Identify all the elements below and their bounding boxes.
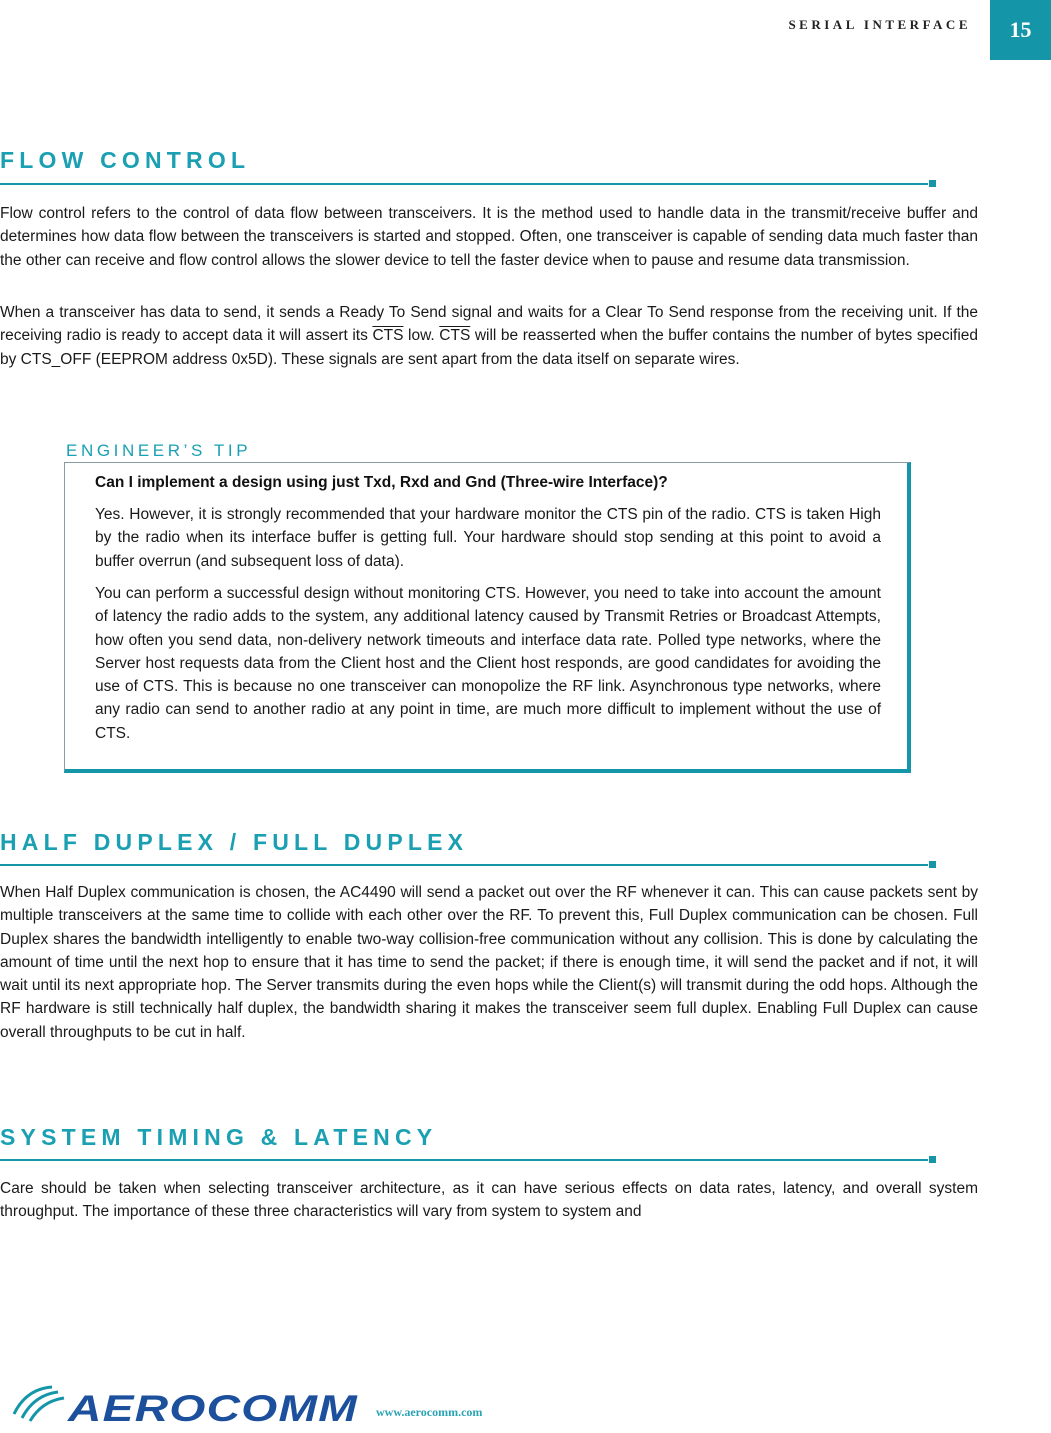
section-rule [0, 1159, 928, 1161]
section-rule [0, 183, 928, 185]
cts-overline-text: $\overline{CTS}$ [439, 327, 471, 345]
system-timing-paragraph: Care should be taken when selecting transceiver architecture, as it can have serious effects on data rates, latency, and overall system throughput. The importance of these three characteristics will vary from system to system and [0, 1180, 978, 1221]
engineers-tip-heading: ENGINEER’S TIP [66, 441, 252, 460]
aerocomm-logo-mark [8, 1383, 363, 1425]
flow-control-paragraph-2: When a transceiver has data to send, it sends a Ready To Send signal and waits for a Clear To Send response from the receiving unit. If the receiving radio is ready to accept data it will assert its $\overline{CTS}$ low. $\overline{CTS}$ will be reasserted when the buffer contains the number of bytes specified by CTS_OFF (EEPROM address 0x5D). These signals are sent apart from the data itself on separate wires. [0, 304, 978, 368]
system-timing-title: SYSTEM TIMING & LATENCY [0, 1124, 438, 1150]
duplex-paragraph: When Half Duplex communication is chosen, the AC4490 will send a packet out over the RF whenever it can. This can cause packets sent by multiple transceivers at the same time to collide with each other over the RF. To prevent this, Full Duplex communication can be chosen. Full Duplex shares the bandwidth intelligently to enable two-way collision-free communication without any collision. This is done by calculating the amount of time until the next hop to ensure that it has time to send the packet; if there is enough time, it will send the packet and if not, it will wait until its next appropriate hop. The Server transmits during the even hops while the Client(s) will transmit during the odd hops. Although the RF hardware is still technically half duplex, the bandwidth sharing it makes the transceiver seem full duplex. Enabling Full Duplex can cause overall throughputs to be cut in half. [0, 884, 978, 1041]
flow-control-paragraph-1: Flow control refers to the control of data flow between transceivers. It is the method used to handle data in the transmit/receive buffer and determines how data flow between the transceivers is started and stopped. Often, one transceiver is capable of sending data much faster than the other can receive and flow control allows the slower device to tell the faster device when to pause and resume data transmission. [0, 205, 978, 269]
header-section-label: SERIAL INTERFACE [788, 17, 971, 32]
flow-control-title: FLOW CONTROL [0, 147, 251, 173]
page-number-tab: 15 [990, 0, 1051, 60]
section-rule [0, 864, 928, 866]
engineers-tip-answer-1: Yes. However, it is strongly recommended that your hardware monitor the CTS pin of the radio. CTS is taken High by the radio when its interface buffer is getting full. Your hardware should stop sending at this point to avoid a buffer overrun (and subsequent loss of data). [95, 506, 881, 570]
footer-url: www.aerocomm.com [376, 1405, 483, 1419]
aerocomm-logo [8, 1383, 363, 1430]
engineers-tip-question: Can I implement a design using just Txd, Rxd and Gnd (Three-wire Interface)? [95, 474, 668, 491]
duplex-title: HALF DUPLEX / FULL DUPLEX [0, 829, 469, 855]
svg-text:AEROCOMM: AEROCOMM [66, 1388, 359, 1425]
engineers-tip-answer-2: You can perform a successful design without monitoring CTS. However, you need to take into account the amount of latency the radio adds to the system, any additional latency caused by Transmit Retries or Broadcast Attempts, how often you send data, non-delivery network timeouts and interface data rate. Polled type networks, where the Server host requests data from the Client host and the Client host responds, are good candidates for avoiding the use of CTS. This is because no one transceiver can monopolize the RF link. Asynchronous type networks, where any radio can send to another radio at any point in time, are much more difficult to implement without the use of CTS. [95, 585, 881, 742]
cts-overline-text: $\overline{CTS}$ [372, 327, 404, 345]
